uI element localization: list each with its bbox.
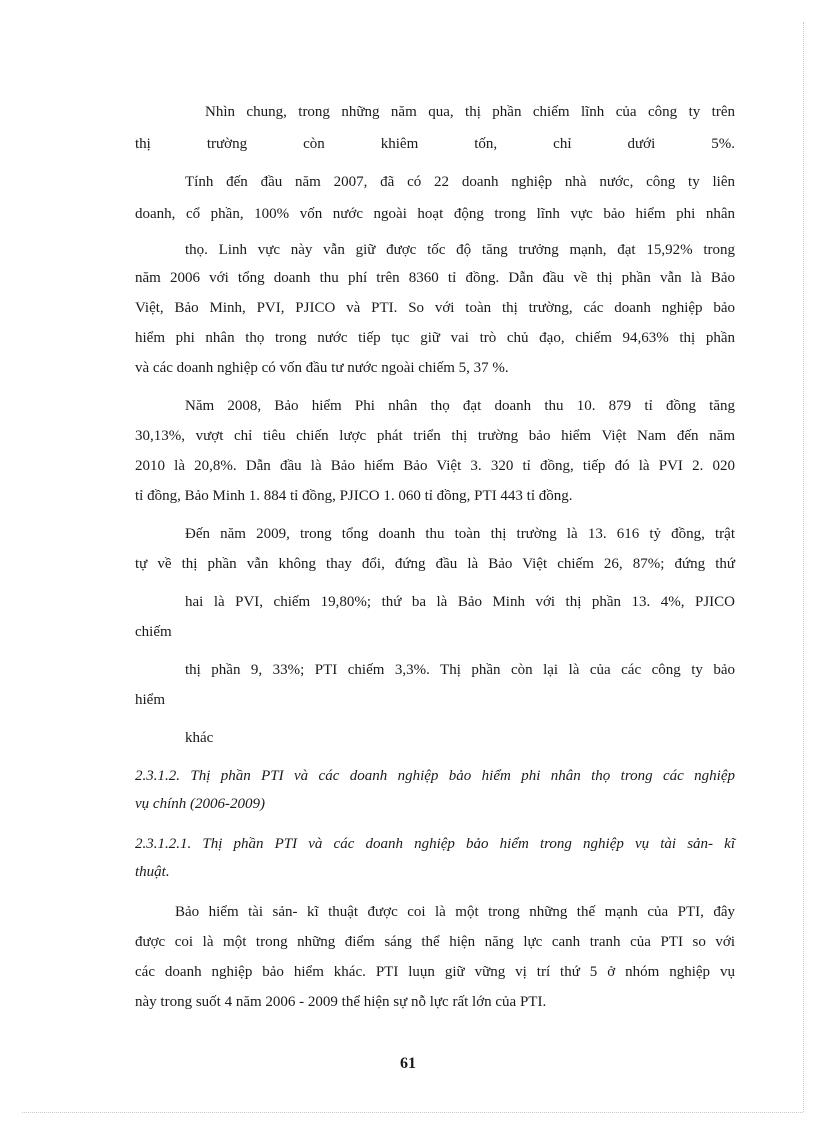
paragraph-line: được coi là một trong những điểm sáng thể hiện năng lực canh tranh của PTI so với bbox=[135, 934, 735, 950]
paragraph-line: Tính đến đầu năm 2007, đã có 22 doanh nghiệp nhà nước, công ty liên bbox=[185, 174, 735, 190]
paragraph-line: 2010 là 20,8%. Dẫn đầu là Bảo hiểm Bảo Việt 3. 320 tỉ đồng, tiếp đó là PVI 2. 020 bbox=[135, 458, 735, 474]
paragraph-line: 30,13%, vượt chỉ tiêu chiến lược phát triển thị trường bảo hiểm Việt Nam đến năm bbox=[135, 428, 735, 444]
paragraph-line: Bảo hiểm tài sản- kĩ thuật được coi là một trong những thế mạnh của PTI, đây bbox=[175, 904, 735, 920]
paragraph-line: hai là PVI, chiếm 19,80%; thứ ba là Bảo Minh với thị phần 13. 4%, PJICO bbox=[185, 594, 735, 610]
subsection-heading: thuật. bbox=[135, 864, 170, 880]
paragraph-line: năm 2006 với tổng doanh thu phí trên 8360 tỉ đồng. Dẫn đầu về thị phần vẫn là Bảo bbox=[135, 270, 735, 286]
paragraph-line: tự về thị phần vẫn không thay đổi, đứng đầu là Bảo Việt chiếm 26, 87%; đứng thứ bbox=[135, 556, 735, 572]
paragraph-line: khác bbox=[185, 730, 214, 746]
paragraph-line: Việt, Bảo Minh, PVI, PJICO và PTI. So với toàn thị trường, các doanh nghiệp bảo bbox=[135, 300, 735, 316]
paragraph-line: thị phần 9, 33%; PTI chiếm 3,3%. Thị phần còn lại là của các công ty bảo bbox=[185, 662, 735, 678]
paragraph-line: hiểm phi nhân thọ trong nước tiếp tục giữ vai trò chủ đạo, chiếm 94,63% thị phần bbox=[135, 330, 735, 346]
page-number: 61 bbox=[400, 1055, 416, 1072]
section-heading: vụ chính (2006-2009) bbox=[135, 796, 265, 812]
page-border-right bbox=[803, 22, 804, 1112]
paragraph-line: thọ. Linh vực này vẫn giữ được tốc độ tăng trưởng mạnh, đạt 15,92% trong bbox=[185, 242, 735, 258]
section-heading: 2.3.1.2. Thị phần PTI và các doanh nghiệp bảo hiểm phi nhân thọ trong các nghiệp bbox=[135, 768, 735, 784]
paragraph-line: các doanh nghiệp bảo hiểm khác. PTI luụn giữ vững vị trí thứ 5 ở nhóm nghiệp vụ bbox=[135, 964, 735, 980]
page-border-bottom bbox=[22, 1112, 803, 1113]
paragraph-line: thị trường còn khiêm tốn, chỉ dưới 5%. bbox=[135, 136, 735, 152]
paragraph-line: và các doanh nghiệp có vốn đầu tư nước ngoài chiếm 5, 37 %. bbox=[135, 360, 509, 376]
paragraph-line: hiểm bbox=[135, 692, 165, 708]
paragraph-line: chiếm bbox=[135, 624, 172, 640]
paragraph-line: Nhìn chung, trong những năm qua, thị phần chiếm lĩnh của công ty trên bbox=[205, 104, 735, 120]
paragraph-line: Năm 2008, Bảo hiểm Phi nhân thọ đạt doanh thu 10. 879 tỉ đồng tăng bbox=[185, 398, 735, 414]
subsection-heading: 2.3.1.2.1. Thị phần PTI và các doanh nghiệp bảo hiểm trong nghiệp vụ tài sản- kĩ bbox=[135, 836, 735, 852]
paragraph-line: này trong suốt 4 năm 2006 - 2009 thể hiện sự nỗ lực rất lớn của PTI. bbox=[135, 994, 547, 1010]
paragraph-line: Đến năm 2009, trong tổng doanh thu toàn thị trường là 13. 616 tỷ đồng, trật bbox=[185, 526, 735, 542]
paragraph-line: doanh, cổ phần, 100% vốn nước ngoài hoạt động trong lĩnh vực bảo hiểm phi nhân bbox=[135, 206, 735, 222]
paragraph-line: tỉ đồng, Bảo Minh 1. 884 tỉ đồng, PJICO 1. 060 tỉ đồng, PTI 443 tỉ đồng. bbox=[135, 488, 573, 504]
